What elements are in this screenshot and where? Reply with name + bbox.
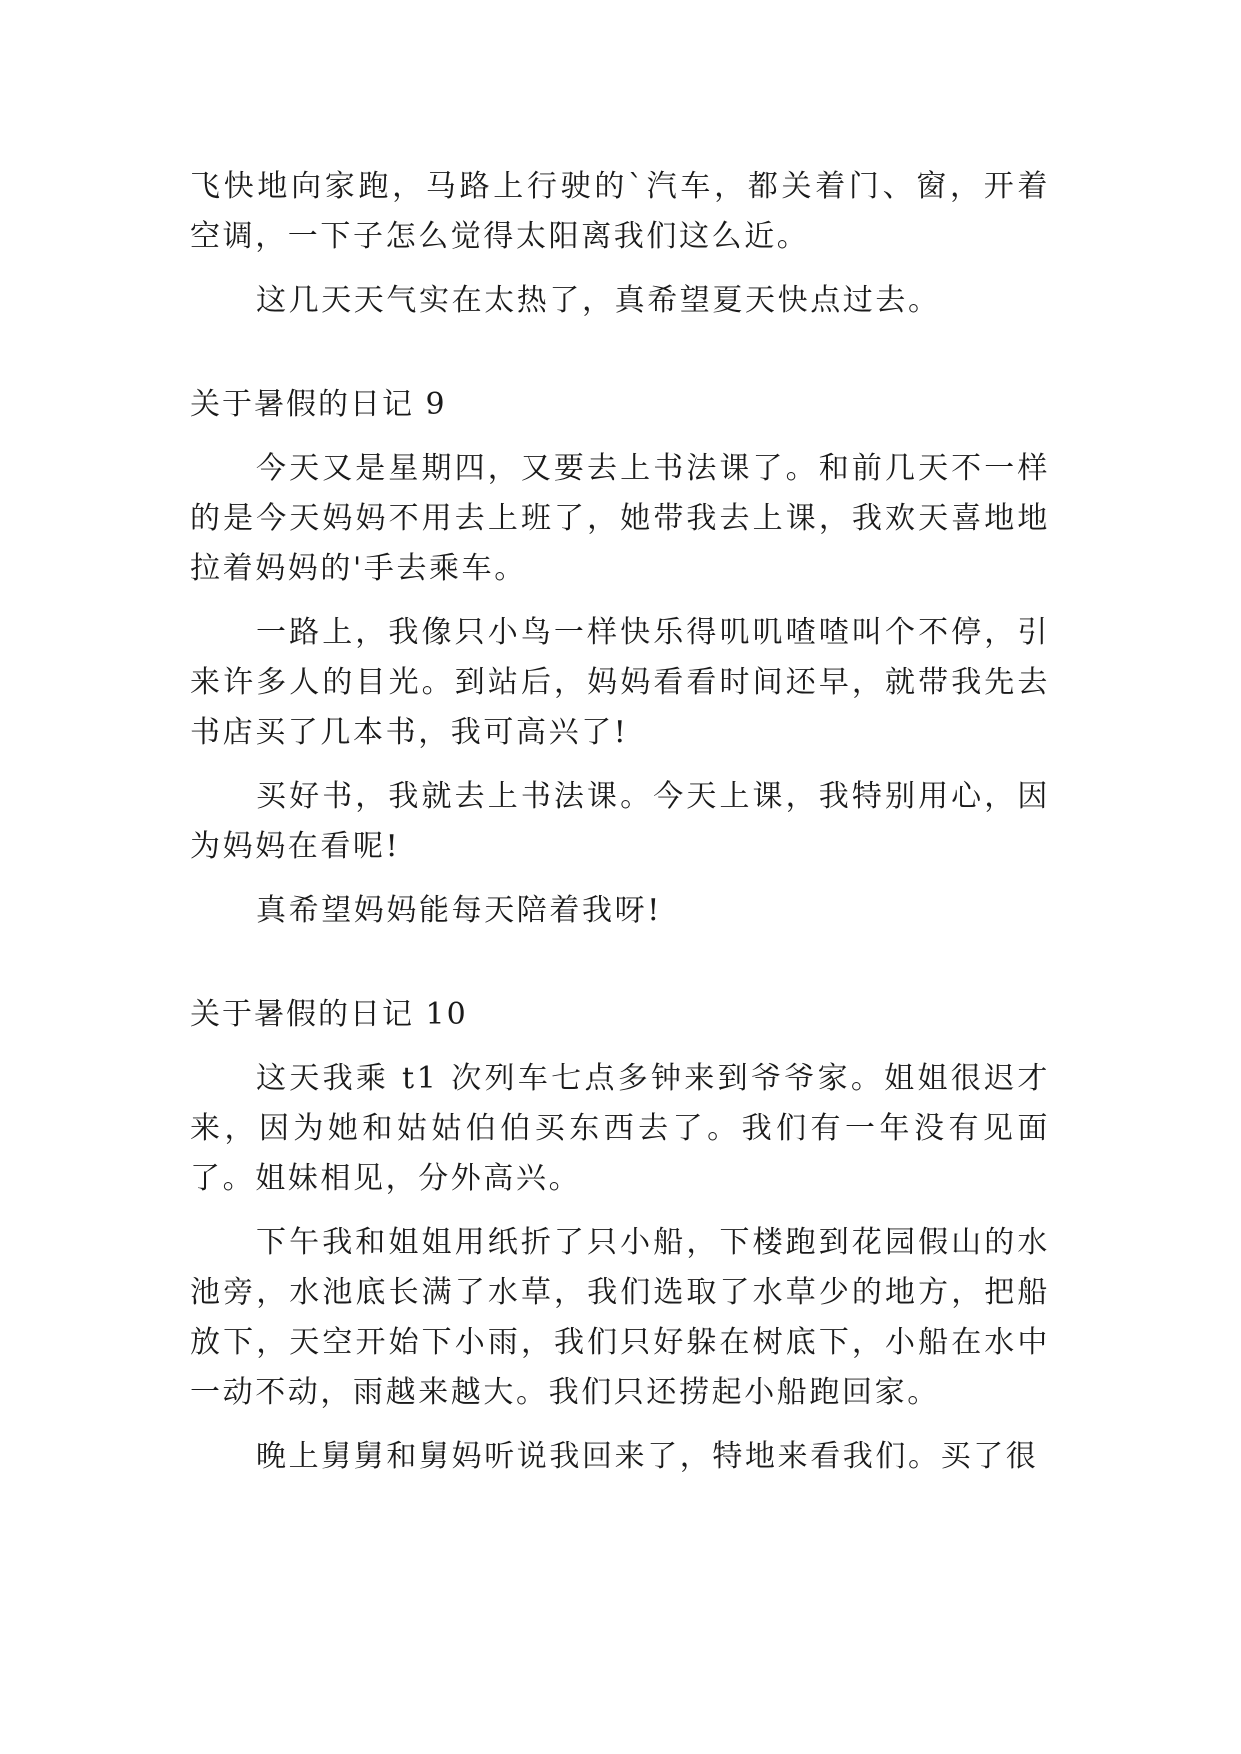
paragraph: 这几天天气实在太热了，真希望夏天快点过去。 (256, 283, 941, 318)
paragraph: 今天又是星期四，又要去上书法课了。和前几天不一样的是今天妈妈不用去上班了，她带我去上课，我欢天喜地地拉着妈妈的'手去乘车。 (190, 451, 1050, 586)
paragraph: 买好书，我就去上书法课。今天上课，我特别用心，因为妈妈在看呢! (190, 779, 1050, 864)
paragraph: 这天我乘 t1 次列车七点多钟来到爷爷家。姐姐很迟才来，因为她和姑姑伯伯买东西去了。我们有一年没有见面了。姐妹相见，分外高兴。 (190, 1061, 1050, 1196)
paragraph: 晚上舅舅和舅妈听说我回来了，特地来看我们。买了很 (256, 1439, 1039, 1474)
section-title-9: 关于暑假的日记 9 (190, 387, 447, 422)
document-body (190, 162, 1050, 1496)
section-title-10: 关于暑假的日记 10 (190, 997, 468, 1032)
paragraph: 真希望妈妈能每天陪着我呀! (256, 893, 662, 928)
paragraph: 一路上，我像只小鸟一样快乐得叽叽喳喳叫个不停，引来许多人的目光。到站后，妈妈看看时间还早，就带我先去书店买了几本书，我可高兴了! (190, 615, 1050, 750)
paragraph-continued: 飞快地向家跑，马路上行驶的`汽车，都关着门、窗，开着空调，一下子怎么觉得太阳离我们这么近。 (190, 169, 1050, 254)
paragraph: 下午我和姐姐用纸折了只小船，下楼跑到花园假山的水池旁，水池底长满了水草，我们选取了水草少的地方，把船放下，天空开始下小雨，我们只好躲在树底下，小船在水中一动不动，雨越来越大。我们只还捞起小船跑回家。 (190, 1225, 1050, 1410)
